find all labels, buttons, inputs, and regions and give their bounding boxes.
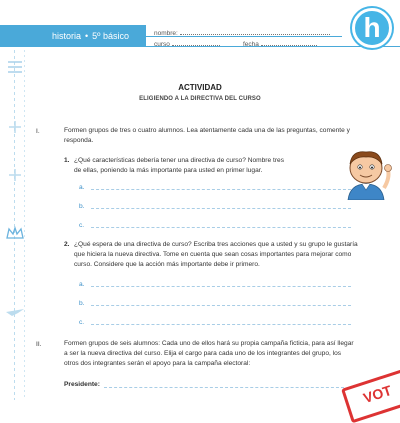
answer-letter: b. [79, 203, 85, 210]
section-numeral: I. [36, 128, 40, 135]
name-blank[interactable] [180, 28, 330, 35]
plane-icon [4, 304, 26, 318]
answer-blank[interactable] [91, 304, 351, 306]
crown-icon [4, 226, 26, 240]
answer-letter: a. [79, 184, 85, 191]
name-field[interactable] [154, 28, 330, 37]
left-margin-decoration [0, 50, 40, 400]
section-line: otros dos integrantes serán el apoyo para la campaña electoral: [64, 360, 251, 367]
question-1-text [74, 156, 339, 176]
question-number-1: 1. [64, 157, 70, 164]
answer-line[interactable] [79, 202, 351, 210]
section-numeral: II. [36, 341, 42, 348]
answer-letter: a. [79, 281, 85, 288]
question-number [64, 240, 70, 250]
date-blank[interactable] [261, 39, 317, 46]
course-blank[interactable] [172, 39, 220, 46]
header-bar [0, 25, 146, 47]
answer-line[interactable] [79, 299, 351, 307]
cross-icon [4, 168, 26, 182]
decorative-line [14, 50, 15, 400]
brand-logo: h [352, 8, 392, 48]
grade-label: 5º básico [92, 31, 129, 41]
answer-line[interactable] [79, 280, 351, 288]
section-line: Formen grupos de seis alumnos: Cada uno de ellos hará su propia campaña ficticia, para así llegar [64, 340, 354, 347]
section-intro [64, 126, 364, 146]
answer-line[interactable] [79, 183, 351, 191]
name-label: nombre: [154, 30, 178, 37]
question-line: ¿Qué espera de una directiva de curso? Escriba tres acciones que a usted y su grupo le gustaría [74, 241, 358, 248]
section-line: a ser la nueva directiva del curso. Elija el cargo para cada uno de los integrantes del grupo, los [64, 350, 342, 357]
intro-line: Formen grupos de tres o cuatro alumnos. Lea atentamente cada una de las preguntas, comente y [64, 127, 350, 134]
question-number-2: 2. [64, 241, 70, 248]
course-field[interactable] [154, 39, 220, 48]
intro-line: responda. [64, 137, 94, 144]
answer-letter: b. [79, 300, 85, 307]
date-label: fecha [243, 41, 259, 48]
activity-title: ACTIVIDAD [178, 83, 222, 92]
subject-label: historia [52, 31, 82, 41]
answer-letter: c. [79, 222, 85, 229]
answer-line[interactable] [79, 221, 351, 229]
question-number [64, 156, 70, 166]
question-line: que hiciera la nueva directiva. Tome en cuenta que sean cosas importantes para mejorar como [74, 251, 352, 258]
question-line: curso. Considere que la acción más importante debe ir primero. [74, 261, 260, 268]
boy-illustration [338, 148, 398, 200]
section-2-text [64, 339, 360, 369]
ladder-icon [4, 60, 26, 74]
decorative-line [24, 50, 25, 400]
answer-line[interactable] [79, 318, 351, 326]
answer-blank[interactable] [91, 323, 351, 325]
course-label: curso [154, 41, 170, 48]
question-line: de ellas, poniendo la más importante para usted en primer lugar. [74, 167, 263, 174]
answer-blank[interactable] [91, 226, 351, 228]
date-field[interactable] [243, 39, 317, 48]
answer-blank[interactable] [91, 188, 351, 190]
answer-blank[interactable] [91, 285, 351, 287]
answer-letter: c. [79, 319, 85, 326]
president-blank[interactable] [104, 387, 344, 388]
president-label: Presidente: [64, 381, 100, 388]
question-line: ¿Qué características debería tener una directiva de curso? Nombre tres [74, 157, 284, 164]
answer-blank[interactable] [91, 207, 351, 209]
question-2-text [74, 240, 364, 270]
header-separator: • [85, 31, 89, 41]
vote-stamp: VOT [341, 369, 400, 423]
cross-icon [4, 120, 26, 134]
activity-subtitle: ELIGIENDO A LA DIRECTIVA DEL CURSO [139, 96, 261, 102]
